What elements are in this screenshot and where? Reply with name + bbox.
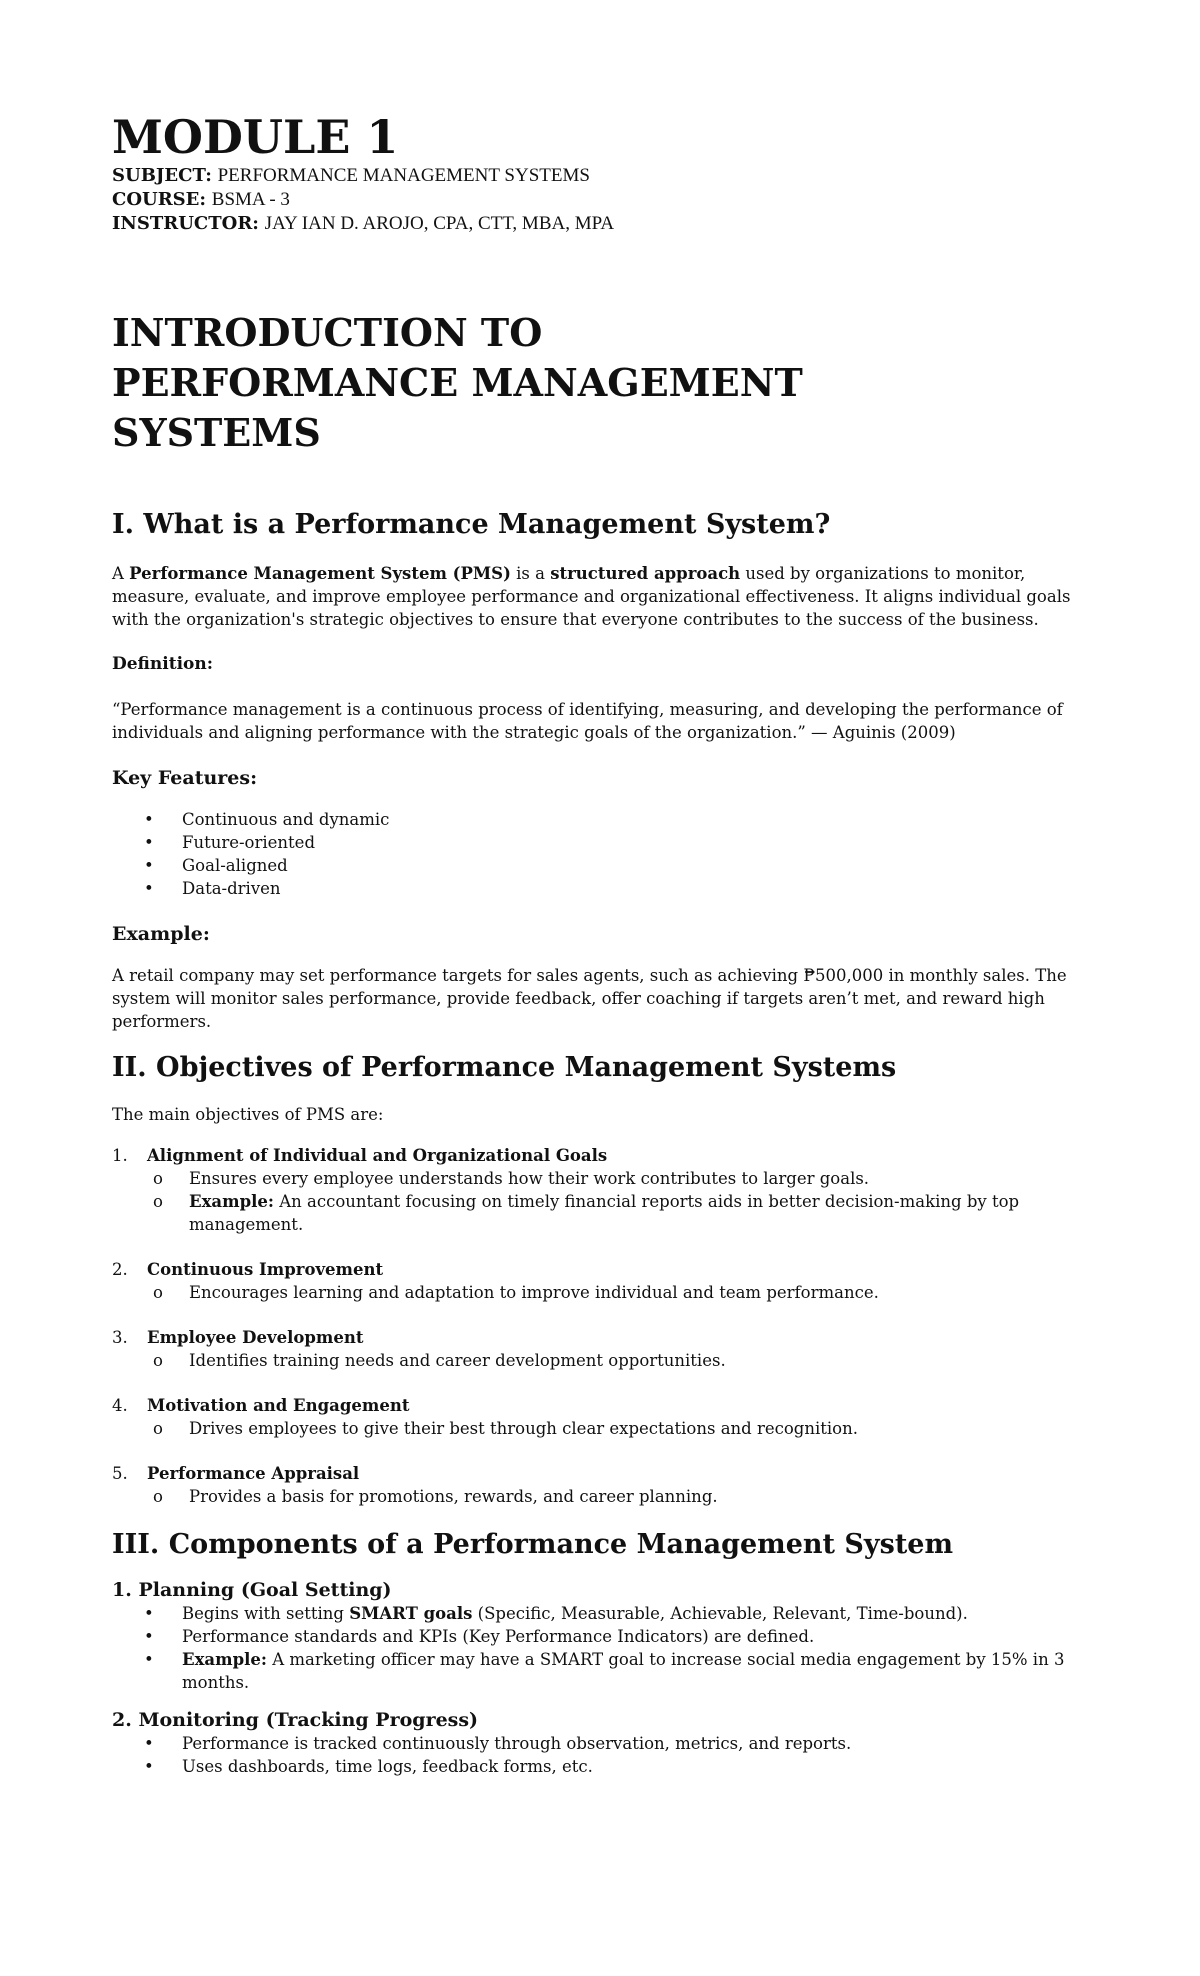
definition-text: “Performance management is a continuous process of identifying, measuring, and developing the performance of individuals and aligning performance with the strategic goals of the organization.” — Aguinis (2009) [112, 700, 1063, 742]
objectives-list [112, 1144, 1097, 1508]
planning-list [112, 1602, 1097, 1694]
list-item: • Example: A marketing officer may have a SMART goal to increase social media engagement by 15% in 3 months. [144, 1650, 1065, 1692]
list-item: 2. Continuous Improvement o Encourages learning and adaptation to improve individual and team performance. [112, 1258, 1097, 1304]
list-item: o Identifies training needs and career development opportunities. [153, 1351, 726, 1370]
list-item: o Provides a basis for promotions, rewards, and career planning. [153, 1487, 718, 1506]
list-item: • Continuous and dynamic [144, 810, 390, 829]
planning-heading: 1. Planning (Goal Setting) [112, 1579, 392, 1601]
list-item: 4. Motivation and Engagement o Drives employees to give their best through clear expectations and recognition. [112, 1394, 1097, 1440]
module-title: MODULE 1 [112, 110, 399, 164]
list-item: 1. Alignment of Individual and Organizational Goals o Ensures every employee understands how their work contributes to larger goals. o Example: An accountant focusing on timely financial reports aids in better decision-making by top management. [112, 1144, 1097, 1236]
monitoring-list [112, 1732, 1097, 1778]
example-label: Example: [112, 923, 210, 945]
document-title: INTRODUCTION TO PERFORMANCE MANAGEMENT SYSTEMS [112, 310, 803, 455]
section-1-intro: A Performance Management System (PMS) is a structured approach used by organizations to monitor, measure, evaluate, and improve employee performance and organizational effectiveness. It aligns individual goals with the organization's strategic objectives to ensure that everyone contributes to the success of the business. [112, 564, 1071, 629]
list-item: • Performance is tracked continuously through observation, metrics, and reports. [144, 1734, 852, 1753]
section-1-heading: I. What is a Performance Management System? [112, 509, 831, 540]
section-3-heading: III. Components of a Performance Management System [112, 1529, 954, 1560]
list-item: o Encourages learning and adaptation to improve individual and team performance. [153, 1283, 879, 1302]
list-item: o Ensures every employee understands how their work contributes to larger goals. [153, 1169, 870, 1188]
list-item: • Performance standards and KPIs (Key Performance Indicators) are defined. [144, 1627, 815, 1646]
list-item: 3. Employee Development o Identifies training needs and career development opportunities. [112, 1326, 1097, 1372]
list-item: 5. Performance Appraisal o Provides a basis for promotions, rewards, and career planning. [112, 1462, 1097, 1508]
list-item: • Goal-aligned [144, 856, 288, 875]
list-item: o Drives employees to give their best through clear expectations and recognition. [153, 1419, 858, 1438]
list-item: o Example: An accountant focusing on timely financial reports aids in better decision-making by top management. [153, 1192, 1020, 1234]
section-2-heading: II. Objectives of Performance Management Systems [112, 1052, 897, 1083]
section-2-intro: The main objectives of PMS are: [112, 1105, 384, 1124]
list-item: • Uses dashboards, time logs, feedback forms, etc. [144, 1757, 593, 1776]
key-features-label: Key Features: [112, 767, 258, 789]
key-features-list [112, 808, 1097, 900]
document-page [112, 110, 1097, 1778]
example-text: A retail company may set performance targets for sales agents, such as achieving ₱500,000 in monthly sales. The system will monitor sales performance, provide feedback, offer coaching if targets aren’t met, and reward high performers. [112, 966, 1067, 1031]
subject-line: SUBJECT: PERFORMANCE MANAGEMENT SYSTEMS [112, 165, 590, 186]
instructor-line: INSTRUCTOR: JAY IAN D. AROJO, CPA, CTT, MBA, MPA [112, 213, 615, 234]
definition-label: Definition: [112, 654, 214, 674]
list-item: • Data-driven [144, 879, 281, 898]
list-item: • Begins with setting SMART goals (Specific, Measurable, Achievable, Relevant, Time-bound). [144, 1604, 968, 1623]
monitoring-heading: 2. Monitoring (Tracking Progress) [112, 1709, 479, 1731]
list-item: • Future-oriented [144, 833, 316, 852]
course-line: COURSE: BSMA - 3 [112, 189, 290, 210]
